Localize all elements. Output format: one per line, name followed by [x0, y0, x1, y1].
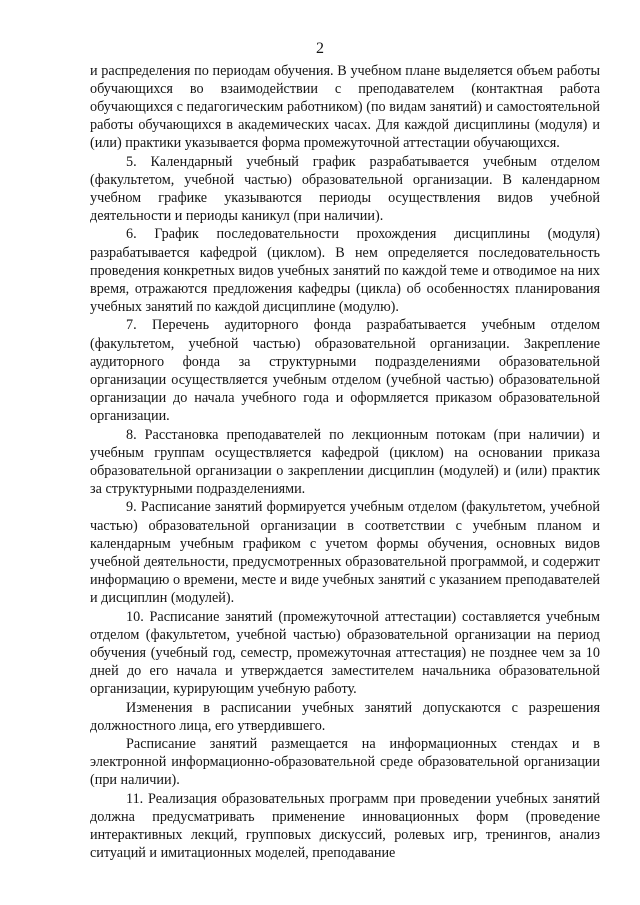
paragraph-continuation: и распределения по периодам обучения. В учебном плане выделяется объем работы обучающихся во взаимодействии с преподавателем (контактная работа обучающихся с педагогическим работником) (по видам занятий) и самостоятельной работы обучающихся в академических часах. Для каждой дисциплины (модуля) и (или) практики указывается форма промежуточной аттестации обучающихся. — [90, 62, 600, 152]
paragraph-item-9: 9. Расписание занятий формируется учебным отделом (факультетом, учебной частью) образовательной организации в соответствии с учебным планом и календарным учебным графиком с учетом формы обучения, основных видов учебной деятельности, предусмотренных образовательной программой, и содержит информацию о времени, месте и виде учебных занятий с указанием преподавателей и дисциплин (модулей). — [90, 499, 600, 607]
paragraph-item-8: 8. Расстановка преподавателей по лекционным потокам (при наличии) и учебным группам осуществляется кафедрой (циклом) на основании приказа образовательной организации о закреплении дисциплин (модулей) и (или) практик за структурными подразделениями. — [90, 426, 600, 498]
paragraph-schedule-changes: Изменения в расписании учебных занятий допускаются с разрешения должностного лица, его утвердившего. — [90, 699, 600, 734]
paragraph-item-6: 6. График последовательности прохождения дисциплины (модуля) разрабатывается кафедрой (циклом). В нем определяется последовательность проведения конкретных видов учебных занятий по каждой теме и отводимое на них время, отражаются предложения кафедры (цикла) об особенностях планирования учебных занятий по каждой дисциплине (модулю). — [90, 226, 600, 316]
paragraph-item-5: 5. Календарный учебный график разрабатывается учебным отделом (факультетом, учебной частью) образовательной организации. В календарном учебном графике указываются периоды осуществления видов учебной деятельности и периоды каникул (при наличии). — [90, 153, 600, 225]
page-number: 2 — [316, 40, 324, 57]
paragraph-schedule-placement: Расписание занятий размещается на информационных стендах и в электронной информационно-образовательной среде образовательной организации (при наличии). — [90, 736, 600, 789]
paragraph-item-11: 11. Реализация образовательных программ при проведении учебных занятий должна предусматривать применение инновационных форм (проведение интерактивных лекций, групповых дискуссий, ролевых игр, тренингов, анализ ситуаций и имитационных моделей, преподавание — [90, 790, 600, 862]
paragraph-item-7: 7. Перечень аудиторного фонда разрабатывается учебным отделом (факультетом, учебной частью) образовательной организации. Закрепление аудиторного фонда за структурными подразделениями образовательной организации осуществляется учебным отделом (учебной частью) образовательной организации до начала учебного года и оформляется приказом образовательной организации. — [90, 317, 600, 425]
paragraph-item-10: 10. Расписание занятий (промежуточной аттестации) составляется учебным отделом (факультетом, учебной частью) образовательной организации на период обучения (учебный год, семестр, промежуточная аттестация) не позднее чем за 10 дней до его начала и утверждается заместителем начальника образовательной организации, курирующим учебную работу. — [90, 608, 600, 698]
body-text — [90, 62, 600, 863]
